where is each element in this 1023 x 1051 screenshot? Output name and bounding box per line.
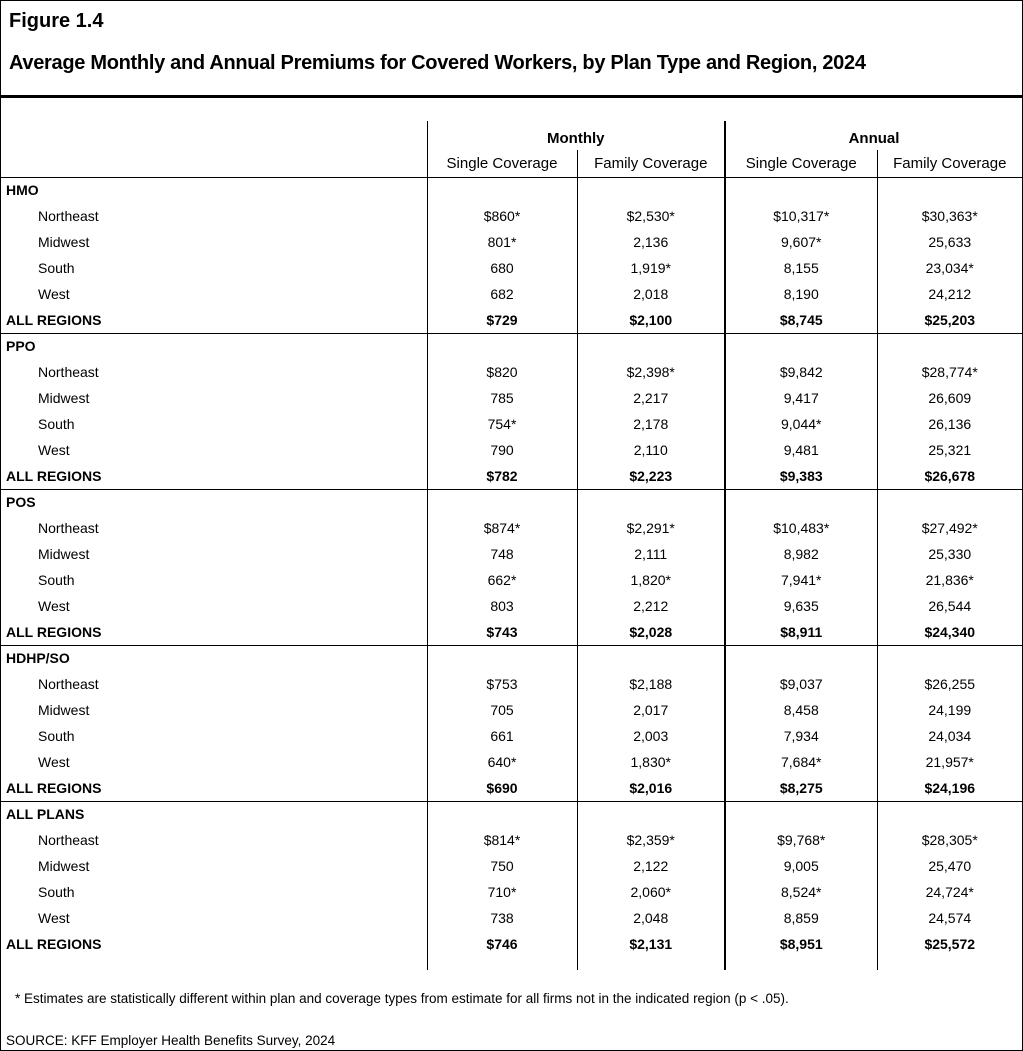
premium-value: 661 [427, 723, 577, 749]
region-row [1, 359, 1022, 385]
premium-value: 1,919* [577, 255, 725, 281]
premium-total-value: $8,745 [725, 307, 877, 333]
premium-value: 705 [427, 697, 577, 723]
region-label: Midwest [38, 546, 90, 562]
premium-value: 1,830* [577, 749, 725, 775]
empty-cell [427, 957, 577, 970]
region-label: West [38, 754, 70, 770]
region-row [1, 905, 1022, 931]
premium-value: $26,255 [877, 671, 1022, 697]
footnote: * Estimates are statistically different within plan and coverage types from estimate for all firms not in the indicated region (p < .05). [15, 991, 789, 1006]
premium-value: 21,957* [877, 749, 1022, 775]
premium-total-value: $25,572 [877, 931, 1022, 957]
table-body [1, 177, 1022, 970]
region-row [1, 255, 1022, 281]
premium-value: 8,155 [725, 255, 877, 281]
region-row [1, 879, 1022, 905]
empty-cell [877, 957, 1022, 970]
empty-cell [427, 177, 577, 203]
premium-value: 2,212 [577, 593, 725, 619]
premium-total-value: $24,196 [877, 775, 1022, 801]
table-bottom-stub [1, 957, 1022, 970]
empty-cell [577, 801, 725, 827]
premium-value: 2,178 [577, 411, 725, 437]
region-row [1, 671, 1022, 697]
empty-cell [427, 801, 577, 827]
region-label: West [38, 598, 70, 614]
plan-type-row [1, 333, 1022, 359]
premium-value: 26,609 [877, 385, 1022, 411]
premium-value: 8,458 [725, 697, 877, 723]
all-regions-label: ALL REGIONS [6, 467, 102, 484]
premium-total-value: $8,911 [725, 619, 877, 645]
region-label: Midwest [38, 702, 90, 718]
premium-value: $874* [427, 515, 577, 541]
plan-type-label: HDHP/SO [1, 645, 427, 671]
table-header [1, 98, 1022, 177]
premium-value: 8,982 [725, 541, 877, 567]
premium-total-value: $8,951 [725, 931, 877, 957]
premium-total-value: $2,016 [577, 775, 725, 801]
premium-value: 2,217 [577, 385, 725, 411]
premium-value: 9,044* [725, 411, 877, 437]
all-regions-row [1, 931, 1022, 957]
premium-value: 26,136 [877, 411, 1022, 437]
premium-value: 2,111 [577, 541, 725, 567]
premium-value: 9,417 [725, 385, 877, 411]
premium-value: $2,398* [577, 359, 725, 385]
region-row [1, 827, 1022, 853]
premium-value: $2,359* [577, 827, 725, 853]
premium-value: 785 [427, 385, 577, 411]
region-label: Northeast [38, 832, 99, 848]
column-header-annual-family: Family Coverage [877, 150, 1022, 177]
empty-cell [725, 645, 877, 671]
premium-value: 25,633 [877, 229, 1022, 255]
premium-total-value: $9,383 [725, 463, 877, 489]
region-row [1, 515, 1022, 541]
premium-value: 24,724* [877, 879, 1022, 905]
region-row [1, 853, 1022, 879]
premium-value: $10,317* [725, 203, 877, 229]
empty-cell [725, 957, 877, 970]
region-row [1, 541, 1022, 567]
title-block [1, 1, 1022, 98]
premium-value: 801* [427, 229, 577, 255]
all-regions-label: ALL REGIONS [6, 311, 102, 328]
premium-value: $9,842 [725, 359, 877, 385]
all-regions-row [1, 619, 1022, 645]
premium-value: 23,034* [877, 255, 1022, 281]
premium-value: 754* [427, 411, 577, 437]
premium-value: 9,481 [725, 437, 877, 463]
premium-value: 682 [427, 281, 577, 307]
premium-value: 2,048 [577, 905, 725, 931]
premium-value: 25,470 [877, 853, 1022, 879]
empty-cell [725, 177, 877, 203]
premium-value: 8,859 [725, 905, 877, 931]
premium-value: $2,188 [577, 671, 725, 697]
premium-value: $860* [427, 203, 577, 229]
empty-cell [577, 333, 725, 359]
premium-value: $9,037 [725, 671, 877, 697]
column-header-annual-single: Single Coverage [725, 150, 877, 177]
premium-value: 738 [427, 905, 577, 931]
empty-cell [577, 645, 725, 671]
empty-cell [427, 333, 577, 359]
region-label: West [38, 286, 70, 302]
premium-value: 25,321 [877, 437, 1022, 463]
premium-value: 2,110 [577, 437, 725, 463]
region-label: West [38, 442, 70, 458]
premium-value: 640* [427, 749, 577, 775]
premium-value: 2,122 [577, 853, 725, 879]
plan-type-row [1, 645, 1022, 671]
premium-total-value: $782 [427, 463, 577, 489]
region-label: South [38, 884, 75, 900]
empty-cell [725, 489, 877, 515]
premium-value: $814* [427, 827, 577, 853]
premium-total-value: $25,203 [877, 307, 1022, 333]
empty-cell [725, 333, 877, 359]
empty-cell [1, 957, 427, 970]
region-row [1, 723, 1022, 749]
plan-type-row [1, 489, 1022, 515]
premium-value: 662* [427, 567, 577, 593]
premium-value: 7,684* [725, 749, 877, 775]
region-row [1, 281, 1022, 307]
empty-cell [877, 333, 1022, 359]
region-label: South [38, 572, 75, 588]
column-group-monthly: Monthly [427, 121, 725, 150]
region-label: South [38, 728, 75, 744]
premium-value: 7,934 [725, 723, 877, 749]
premium-total-value: $690 [427, 775, 577, 801]
premium-total-value: $746 [427, 931, 577, 957]
column-group-annual: Annual [725, 121, 1022, 150]
plan-type-label: ALL PLANS [1, 801, 427, 827]
all-regions-label: ALL REGIONS [6, 779, 102, 796]
premium-value: 9,005 [725, 853, 877, 879]
region-label: South [38, 416, 75, 432]
empty-cell [877, 177, 1022, 203]
empty-cell [577, 957, 725, 970]
premium-value: 1,820* [577, 567, 725, 593]
premium-value: 710* [427, 879, 577, 905]
region-label: Midwest [38, 390, 90, 406]
premium-value: $30,363* [877, 203, 1022, 229]
plan-type-label: POS [1, 489, 427, 515]
empty-cell [427, 489, 577, 515]
figure-label: Figure 1.4 [9, 10, 104, 32]
premium-value: $9,768* [725, 827, 877, 853]
premium-value: 790 [427, 437, 577, 463]
empty-cell [577, 489, 725, 515]
premium-total-value: $2,131 [577, 931, 725, 957]
all-regions-row [1, 463, 1022, 489]
premium-value: $820 [427, 359, 577, 385]
column-group-row [1, 121, 1022, 150]
corner-cell [1, 121, 427, 150]
premium-value: 8,190 [725, 281, 877, 307]
premium-value: 9,607* [725, 229, 877, 255]
source-line: SOURCE: KFF Employer Health Benefits Survey, 2024 [6, 1033, 336, 1048]
premiums-table [1, 98, 1022, 970]
premium-total-value: $8,275 [725, 775, 877, 801]
region-label: Northeast [38, 520, 99, 536]
premium-value: 2,017 [577, 697, 725, 723]
premium-value: 9,635 [725, 593, 877, 619]
all-regions-label: ALL REGIONS [6, 623, 102, 640]
premium-value: 803 [427, 593, 577, 619]
premium-total-value: $26,678 [877, 463, 1022, 489]
all-regions-label: ALL REGIONS [6, 936, 102, 952]
premium-total-value: $743 [427, 619, 577, 645]
region-row [1, 567, 1022, 593]
premium-value: 2,018 [577, 281, 725, 307]
region-label: Northeast [38, 208, 99, 224]
header-spacer-row [1, 98, 1022, 121]
page-title: Average Monthly and Annual Premiums for Covered Workers, by Plan Type and Region, 2024 [9, 52, 866, 74]
region-row [1, 697, 1022, 723]
region-row [1, 411, 1022, 437]
plan-type-row [1, 177, 1022, 203]
corner-cell [1, 150, 427, 177]
region-label: South [38, 260, 75, 276]
premium-value: 8,524* [725, 879, 877, 905]
premium-value: $2,291* [577, 515, 725, 541]
region-row [1, 203, 1022, 229]
premium-value: 24,574 [877, 905, 1022, 931]
premium-value: 21,836* [877, 567, 1022, 593]
empty-cell [577, 177, 725, 203]
empty-cell [877, 645, 1022, 671]
region-label: Northeast [38, 676, 99, 692]
premium-total-value: $2,028 [577, 619, 725, 645]
all-regions-row [1, 775, 1022, 801]
empty-cell [877, 489, 1022, 515]
premium-value: 25,330 [877, 541, 1022, 567]
premium-total-value: $24,340 [877, 619, 1022, 645]
premium-value: $28,774* [877, 359, 1022, 385]
premium-value: 26,544 [877, 593, 1022, 619]
region-label: Midwest [38, 858, 90, 874]
plan-type-row [1, 801, 1022, 827]
premium-total-value: $2,223 [577, 463, 725, 489]
premium-value: $27,492* [877, 515, 1022, 541]
premium-total-value: $2,100 [577, 307, 725, 333]
region-row [1, 749, 1022, 775]
premium-value: 24,034 [877, 723, 1022, 749]
premium-value: 750 [427, 853, 577, 879]
all-regions-row [1, 307, 1022, 333]
empty-cell [725, 801, 877, 827]
column-header-monthly-family: Family Coverage [577, 150, 725, 177]
region-row [1, 437, 1022, 463]
premium-value: 24,212 [877, 281, 1022, 307]
region-label: Midwest [38, 234, 90, 250]
premium-total-value: $729 [427, 307, 577, 333]
empty-cell [877, 801, 1022, 827]
empty-cell [427, 645, 577, 671]
premium-value: 680 [427, 255, 577, 281]
region-label: Northeast [38, 364, 99, 380]
premium-value: 24,199 [877, 697, 1022, 723]
premium-value: 748 [427, 541, 577, 567]
premium-value: $10,483* [725, 515, 877, 541]
premium-value: 7,941* [725, 567, 877, 593]
premium-value: 2,136 [577, 229, 725, 255]
premium-value: 2,003 [577, 723, 725, 749]
region-row [1, 593, 1022, 619]
region-row [1, 385, 1022, 411]
column-header-monthly-single: Single Coverage [427, 150, 577, 177]
plan-type-label: HMO [1, 177, 427, 203]
plan-type-label: PPO [1, 333, 427, 359]
region-label: West [38, 910, 70, 926]
premium-value: $2,530* [577, 203, 725, 229]
column-header-row [1, 150, 1022, 177]
premium-value: $753 [427, 671, 577, 697]
premium-value: 2,060* [577, 879, 725, 905]
premium-value: $28,305* [877, 827, 1022, 853]
region-row [1, 229, 1022, 255]
